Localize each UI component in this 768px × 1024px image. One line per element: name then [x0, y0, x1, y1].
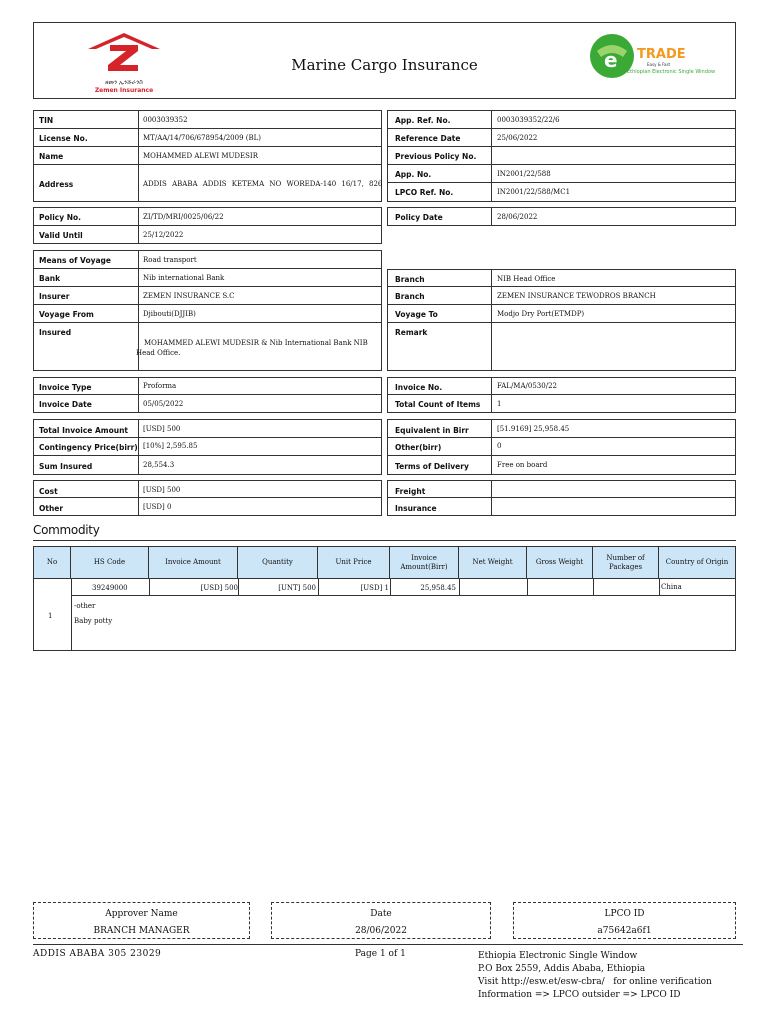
footer-info-1: Ethiopia Electronic Single Window — [478, 951, 638, 961]
terms-label: Terms of Delivery — [395, 462, 469, 471]
app-no-value: IN2001/22/588 — [497, 170, 551, 178]
license-label: License No. — [39, 134, 88, 143]
other-birr-row — [387, 438, 736, 456]
invoice-type-label: Invoice Type — [39, 383, 92, 392]
col-gross-weight: Gross Weight — [527, 547, 593, 578]
ref-date-row — [387, 129, 736, 147]
invoice-no-value: FAL/MA/0530/22 — [497, 382, 557, 390]
insurance-label: Insurance — [395, 504, 437, 513]
lpco-ref-value: IN2001/22/588/MC1 — [497, 188, 571, 196]
col-hs-code: HS Code — [71, 547, 149, 578]
commodity-heading: Commodity — [33, 523, 100, 537]
branch2-row — [387, 287, 736, 305]
row-hs-code: 39249000 — [92, 584, 128, 592]
insurer-value: ZEMEN INSURANCE S.C — [143, 292, 235, 300]
document-title: Marine Cargo Insurance — [291, 56, 478, 74]
branch1-row — [387, 269, 736, 287]
row-quantity: [UNT] 500 — [278, 584, 316, 592]
branch1-label: Branch — [395, 275, 425, 284]
branch2-value: ZEMEN INSURANCE TEWODROS BRANCH — [497, 292, 656, 300]
voyage-to-row — [387, 305, 736, 323]
address-value: ADDIS ABABA ADDIS KETEMA NO WOREDA-140 16/17, 826 — [143, 180, 383, 188]
etrade-word: TRADE — [637, 47, 686, 62]
footer-info-4: Information => LPCO outsider => LPCO ID — [478, 990, 681, 1000]
insurer-row — [33, 287, 382, 305]
footer-address: ADDIS ABABA 305 23029 — [33, 949, 162, 959]
name-row — [33, 147, 382, 165]
address-row — [33, 165, 382, 202]
approver-box — [33, 902, 250, 939]
total-invoice-value: [USD] 500 — [143, 425, 181, 433]
contingency-row — [33, 438, 382, 456]
equivalent-label: Equivalent in Birr — [395, 426, 469, 435]
row-amount-birr: 25,958.45 — [420, 584, 456, 592]
equivalent-value: [51.9169] 25,958.45 — [497, 425, 570, 433]
document-header — [33, 22, 736, 99]
bank-value: Nib international Bank — [143, 274, 225, 282]
tin-row — [33, 110, 382, 129]
invoice-type-value: Proforma — [143, 382, 177, 390]
voyage-to-label: Voyage To — [395, 310, 438, 319]
policy-no-row — [33, 207, 382, 226]
footer-info-3: Visit http://esw.et/esw-cbra/ for online verification — [478, 977, 712, 987]
table-row — [34, 579, 735, 650]
col-packages: Number of Packages — [593, 547, 659, 578]
contingency-value: [10%] 2,595.85 — [143, 442, 198, 450]
ref-date-value: 25/06/2022 — [497, 134, 538, 142]
cost-row — [33, 480, 382, 498]
remark-row — [387, 323, 736, 371]
cost-label: Cost — [39, 487, 58, 496]
insured-label: Insured — [39, 328, 72, 337]
invoice-date-value: 05/05/2022 — [143, 400, 184, 408]
policy-date-label: Policy Date — [395, 213, 443, 222]
total-count-label: Total Count of Items — [395, 400, 481, 409]
col-unit-price: Unit Price — [318, 547, 390, 578]
app-no-row — [387, 165, 736, 183]
other-label: Other — [39, 504, 64, 513]
policy-no-value: ZI/TD/MRI/0025/06/22 — [143, 213, 224, 221]
lpco-value: a75642a6f1 — [597, 926, 652, 936]
footer-info-2: P.O Box 2559, Addis Ababa, Ethiopia — [478, 964, 646, 974]
license-row — [33, 129, 382, 147]
valid-until-value: 25/12/2022 — [143, 231, 184, 239]
bank-row — [33, 269, 382, 287]
prev-policy-row — [387, 147, 736, 165]
app-ref-row — [387, 110, 736, 129]
other-value: [USD] 0 — [143, 503, 172, 511]
sum-insured-label: Sum Insured — [39, 462, 93, 471]
total-count-value: 1 — [497, 400, 502, 408]
total-invoice-label: Total Invoice Amount — [39, 426, 129, 435]
invoice-date-row — [33, 395, 382, 413]
zemen-logo-amharic: ዘመን ኢንሹራንስ — [105, 79, 143, 86]
voyage-from-value: Djibouti(DJJIB) — [143, 310, 196, 318]
invoice-type-row — [33, 377, 382, 395]
tin-value: 0003039352 — [143, 116, 188, 124]
freight-label: Freight — [395, 487, 426, 496]
sum-insured-row — [33, 456, 382, 475]
voyage-from-row — [33, 305, 382, 323]
row-no: 1 — [48, 612, 53, 620]
lpco-ref-row — [387, 183, 736, 202]
date-box — [271, 902, 491, 939]
valid-until-row — [33, 226, 382, 244]
lpco-box — [513, 902, 736, 939]
terms-row — [387, 456, 736, 475]
col-origin: Country of Origin — [659, 547, 735, 578]
insurer-label: Insurer — [39, 292, 70, 301]
col-quantity: Quantity — [238, 547, 318, 578]
col-no: No — [34, 547, 71, 578]
means-row — [33, 250, 382, 269]
date-value: 28/06/2022 — [355, 926, 407, 936]
license-value: MT/AA/14/706/678954/2009 (BL) — [143, 134, 262, 142]
row-invoice-amount: [USD] 500 — [200, 584, 238, 592]
approver-value: BRANCH MANAGER — [93, 926, 190, 936]
branch1-value: NIB Head Office — [497, 275, 556, 283]
total-invoice-row — [33, 419, 382, 438]
row-origin: China — [661, 583, 682, 591]
invoice-date-label: Invoice Date — [39, 400, 92, 409]
insurance-row — [387, 498, 736, 516]
col-invoice-amount: Invoice Amount — [149, 547, 238, 578]
total-count-row — [387, 395, 736, 413]
invoice-no-row — [387, 377, 736, 395]
app-no-label: App. No. — [395, 170, 432, 179]
commodity-table-header — [34, 547, 735, 579]
etrade-small: Easy & Fast — [647, 62, 671, 67]
tin-label: TIN — [39, 116, 54, 125]
means-value: Road transport — [143, 256, 197, 264]
voyage-to-value: Modjo Dry Port(ETMDP) — [497, 310, 585, 318]
terms-value: Free on board — [497, 461, 548, 469]
app-ref-label: App. Ref. No. — [395, 116, 451, 125]
ref-date-label: Reference Date — [395, 134, 461, 143]
col-net-weight: Net Weight — [459, 547, 527, 578]
other-birr-label: Other(birr) — [395, 443, 442, 452]
insured-value: MOHAMMED ALEWI MUDESIR & Nib International Bank NIB Head Office. — [136, 339, 368, 357]
contingency-label: Contingency Price(birr) — [39, 443, 138, 452]
app-ref-value: 0003039352/22/6 — [497, 116, 560, 124]
insured-row — [33, 323, 382, 371]
footer-rule — [33, 944, 743, 945]
col-amount-birr: Invoice Amount(Birr) — [390, 547, 459, 578]
prev-policy-label: Previous Policy No. — [395, 152, 477, 161]
policy-date-row — [387, 207, 736, 226]
zemen-logo-text: Zemen Insurance — [94, 87, 154, 94]
sum-insured-value: 28,554.3 — [143, 461, 175, 469]
remark-label: Remark — [395, 328, 428, 337]
row-unit-price: [USD] 1 — [360, 584, 389, 592]
valid-until-label: Valid Until — [39, 231, 83, 240]
freight-row — [387, 480, 736, 498]
etrade-logo — [587, 29, 717, 93]
commodity-heading-rule — [33, 540, 736, 541]
other-row — [33, 498, 382, 516]
voyage-from-label: Voyage From — [39, 310, 94, 319]
approver-label: Approver Name — [105, 909, 178, 919]
lpco-label: LPCO ID — [604, 909, 645, 919]
branch2-label: Branch — [395, 292, 425, 301]
svg-text:e: e — [604, 48, 618, 72]
row-desc-other: -other — [74, 602, 96, 610]
address-label: Address — [39, 180, 74, 189]
equivalent-row — [387, 419, 736, 438]
cost-value: [USD] 500 — [143, 486, 181, 494]
footer-page: Page 1 of 1 — [355, 949, 406, 959]
bank-label: Bank — [39, 274, 61, 283]
commodity-table — [33, 546, 736, 651]
etrade-tagline: Ethiopian Electronic Single Window — [627, 69, 716, 75]
row-desc-item: Baby potty — [74, 617, 113, 625]
invoice-no-label: Invoice No. — [395, 383, 443, 392]
policy-date-value: 28/06/2022 — [497, 213, 538, 221]
means-label: Means of Voyage — [39, 256, 112, 265]
other-birr-value: 0 — [497, 442, 502, 450]
date-label: Date — [370, 909, 392, 919]
lpco-ref-label: LPCO Ref. No. — [395, 188, 454, 197]
name-value: MOHAMMED ALEWI MUDESIR — [143, 152, 258, 160]
policy-no-label: Policy No. — [39, 213, 82, 222]
name-label: Name — [39, 152, 64, 161]
